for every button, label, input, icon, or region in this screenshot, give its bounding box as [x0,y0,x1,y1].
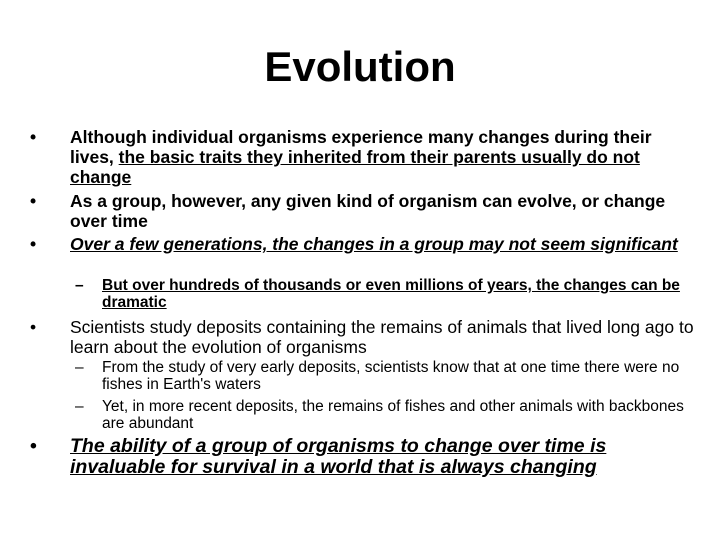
bullet-item-4 [30,317,700,357]
bullet-marker: • [30,191,37,211]
bullet-text: As a group, however, any given kind of organism can evolve, or change over time [70,191,666,231]
bullet-marker: • [30,127,37,147]
sub-bullet-text: But over hundreds of thousands or even millions of years, the changes can be dramatic [102,277,680,311]
bullet-marker: • [30,317,37,337]
sub-bullet-item-4-2 [75,398,695,432]
bullet-item-3 [30,234,700,254]
bullet-item-1 [30,127,700,187]
sub-bullet-marker: – [75,277,84,294]
bullet-text-plain: Although individual organisms experience many changes during their lives, [70,127,652,167]
bullet-text [70,127,700,187]
bullet-text-underlined: the basic traits they inherited from their parents usually do not change [70,147,640,187]
sub-bullet-text: Yet, in more recent deposits, the remains of fishes and other animals with backbones are abundant [102,398,684,432]
bullet-text: Over a few generations, the changes in a group may not seem significant [70,234,678,254]
bullet-marker: • [30,234,37,254]
bullet-marker: • [30,435,37,457]
bullet-item-2 [30,191,700,231]
bullet-text: The ability of a group of organisms to change over time is invaluable for survival in a world that is always changing [70,435,607,478]
sub-bullet-item-3-1 [75,277,695,311]
sub-bullet-marker: – [75,398,84,415]
sub-bullet-text: From the study of very early deposits, scientists know that at one time there were no fishes in Earth's waters [102,359,680,393]
bullet-text: Scientists study deposits containing the remains of animals that lived long ago to learn about the evolution of organisms [70,317,694,357]
sub-bullet-marker: – [75,359,84,376]
bullet-item-5 [30,436,700,478]
sub-bullet-item-4-1 [75,359,695,393]
slide-title: Evolution [264,43,456,90]
